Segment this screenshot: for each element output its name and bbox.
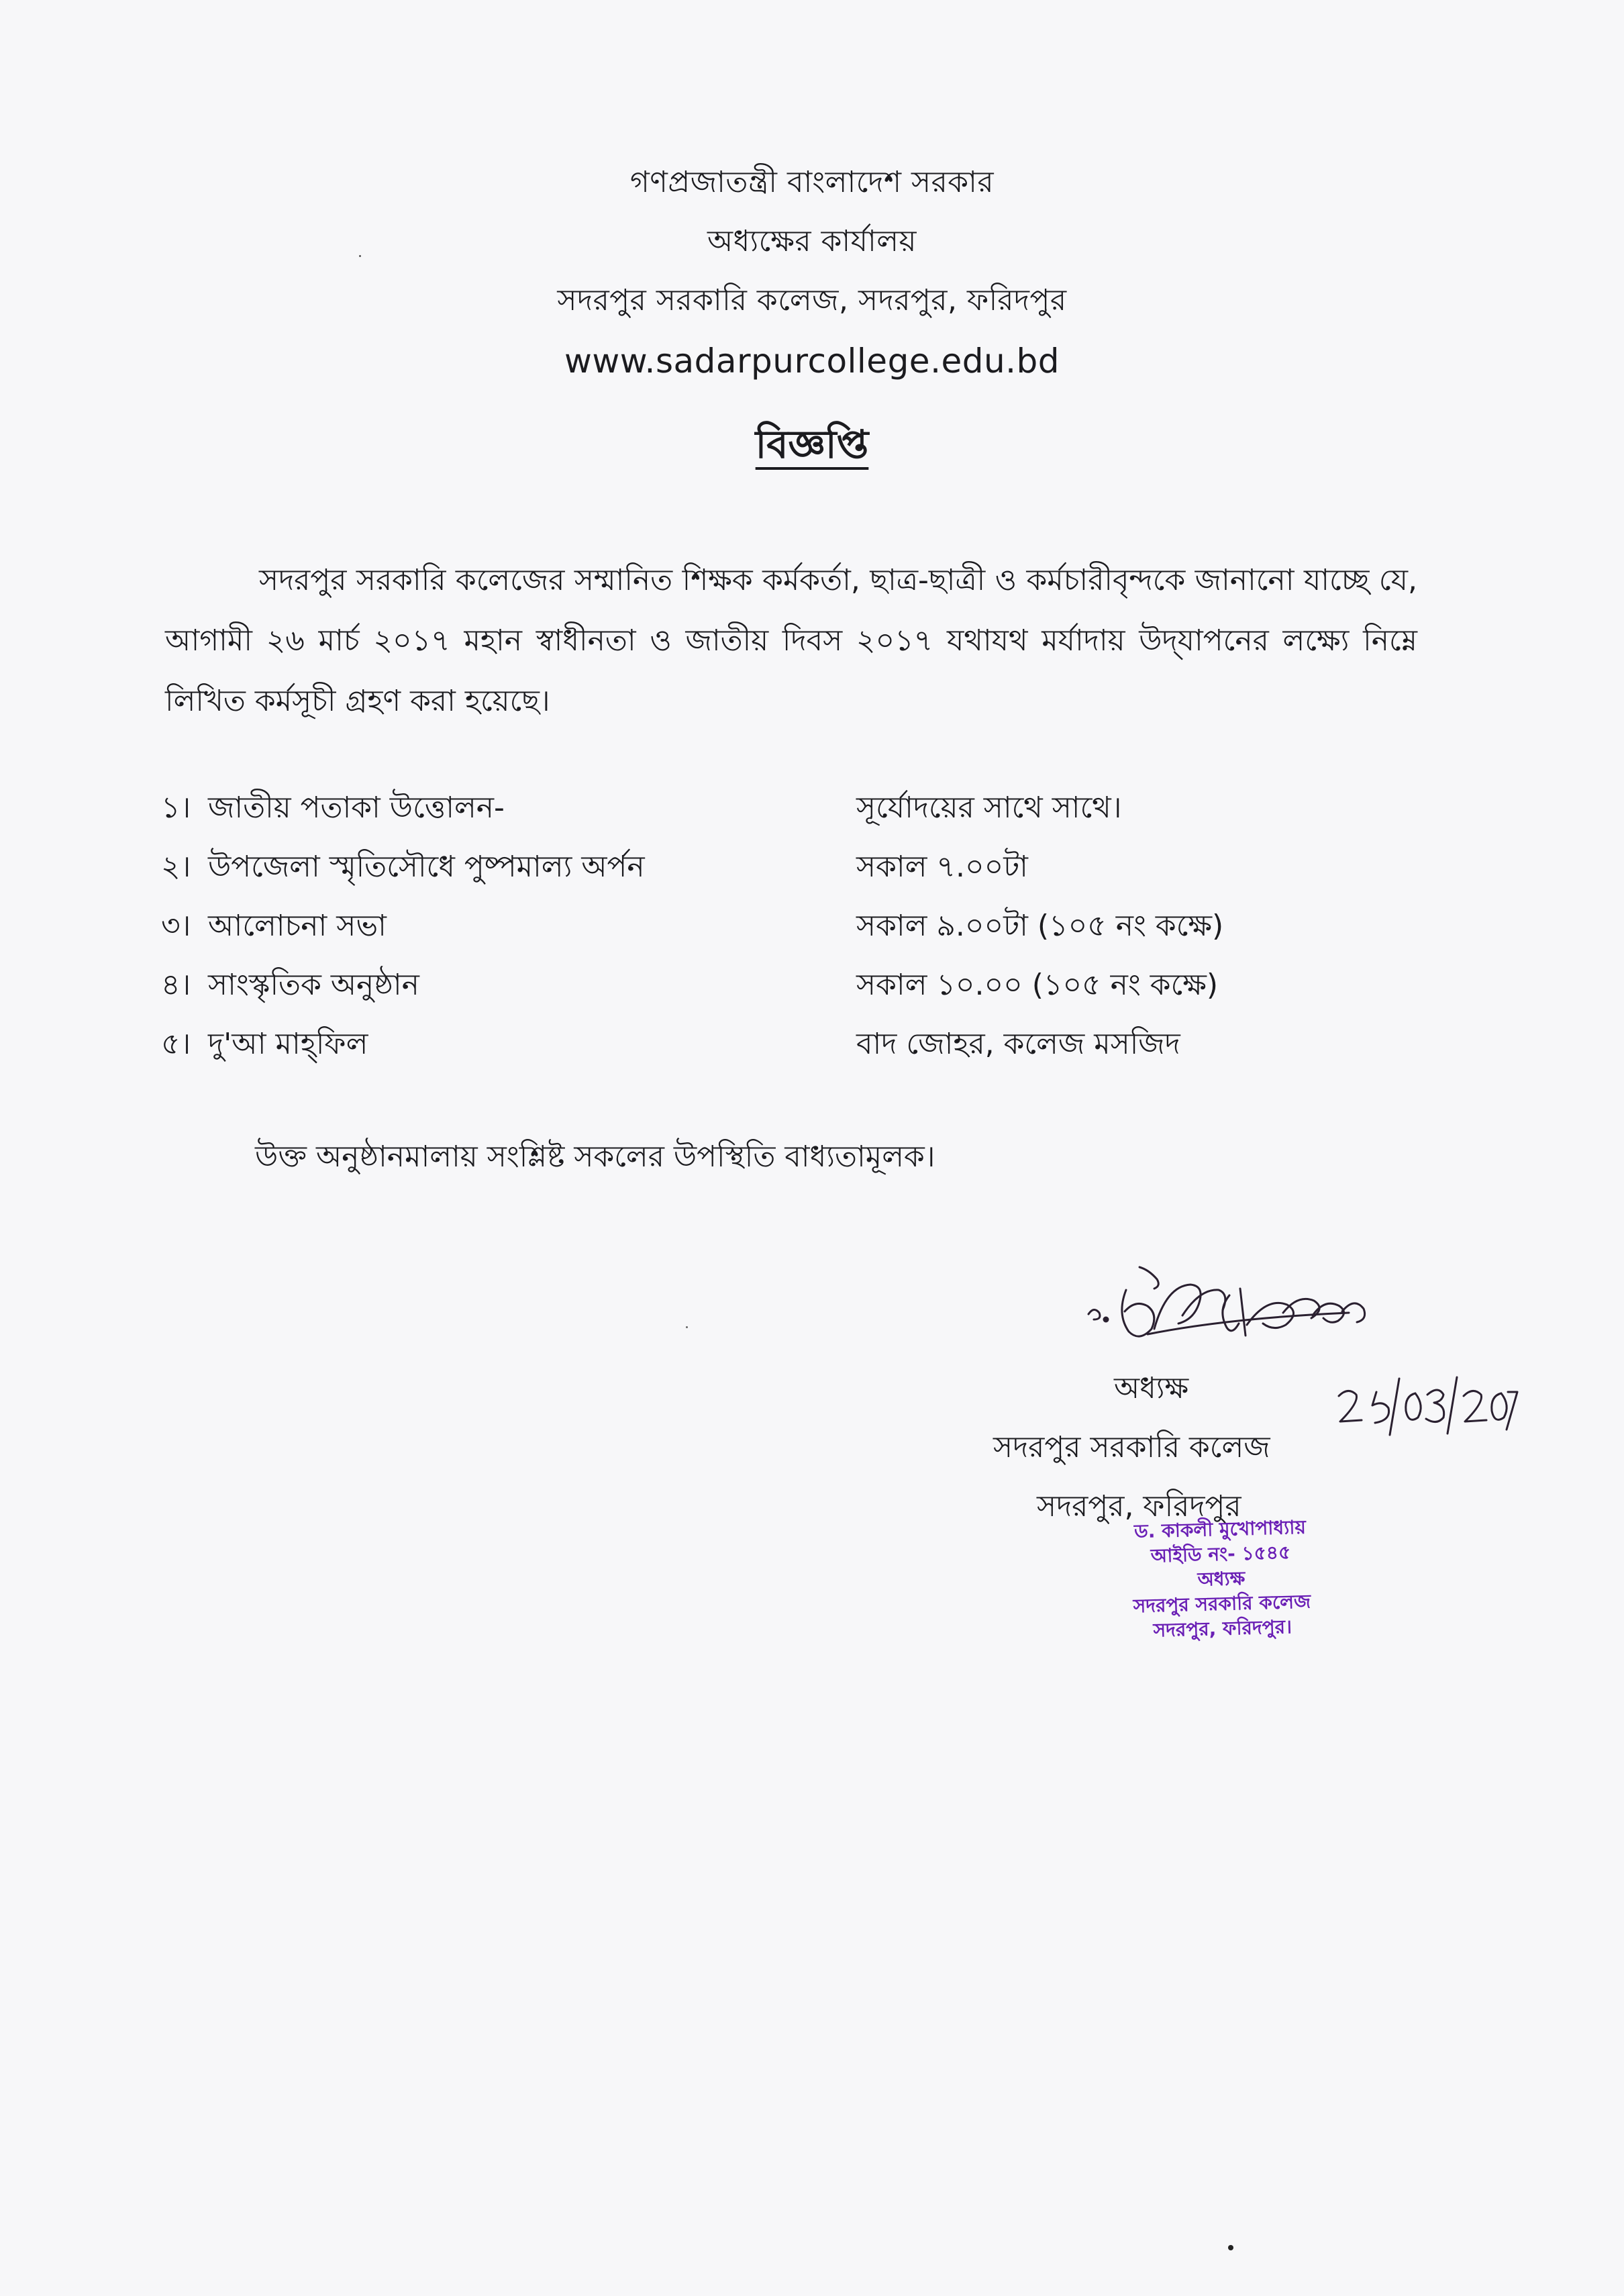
principal-signature bbox=[1074, 1255, 1396, 1369]
ink-speck bbox=[359, 255, 361, 257]
program-list bbox=[161, 779, 1436, 1074]
program-name: সাংস্কৃতিক অনুষ্ঠান bbox=[208, 968, 419, 1002]
program-row bbox=[161, 838, 1436, 897]
stamp-name: ড. কাকলী মুখোপাধ্যায় bbox=[1133, 1515, 1307, 1543]
notice-title-wrap bbox=[0, 415, 1624, 480]
college-address: সদরপুর সরকারি কলেজ, সদরপুর, ফরিদপুর bbox=[557, 283, 1067, 317]
program-number: ২। bbox=[161, 850, 191, 884]
attendance-note: উক্ত অনুষ্ঠানমালায় সংশ্লিষ্ট সকলের উপস্থিতি বাধ্যতামূলক। bbox=[255, 1140, 935, 1174]
stamp-college: সদরপুর সরকারি কলেজ bbox=[1133, 1590, 1311, 1617]
stamp-location: সদরপুর, ফরিদপুর। bbox=[1153, 1615, 1292, 1642]
letterhead bbox=[0, 153, 1624, 392]
office-name: অধ্যক্ষের কার্যালয় bbox=[707, 224, 917, 258]
ink-speck bbox=[686, 1326, 688, 1328]
handwritten-date bbox=[1332, 1369, 1520, 1443]
stamp-id: আইডি নং- ১৫৪৫ bbox=[1150, 1541, 1291, 1567]
program-name: উপজেলা স্মৃতিসৌধে পুষ্পমাল্য অর্পন bbox=[208, 850, 645, 884]
program-time: সকাল ৭.০০টা bbox=[856, 850, 1028, 884]
notice-body: সদরপুর সরকারি কলেজের সম্মানিত শিক্ষক কর্মকর্তা, ছাত্র-ছাত্রী ও কর্মচারীবৃন্দকে জানানো যাচ্ছে যে, আগামী ২৬ মার্চ ২০১৭ মহান স্বাধীনতা ও জাতীয় দিবস ২০১৭ যথাযথ মর্যাদায় উদ্‌যাপনের লক্ষ্যে নিম্নে লিখিত কর্মসূচী গ্রহণ করা হয়েছে। bbox=[165, 563, 1417, 718]
program-name: দু'আ মাহ্‌ফিল bbox=[208, 1027, 368, 1061]
signatory-location: সদরপুর, ফরিদপুর bbox=[1037, 1489, 1241, 1524]
notice-title: বিজ্ঞপ্তি bbox=[755, 421, 869, 467]
stamp-designation: অধ্যক্ষ bbox=[1197, 1567, 1246, 1591]
signatory-college: সদরপুর সরকারি কলেজ bbox=[993, 1430, 1270, 1464]
program-row bbox=[161, 956, 1436, 1015]
program-number: ৩। bbox=[161, 909, 191, 943]
ink-speck bbox=[1228, 2245, 1233, 2250]
program-row bbox=[161, 897, 1436, 956]
program-number: ১। bbox=[161, 791, 191, 825]
program-name: জাতীয় পতাকা উত্তোলন- bbox=[208, 791, 505, 825]
program-time: সকাল ১০.০০ (১০৫ নং কক্ষে) bbox=[856, 968, 1219, 1002]
program-number: ৫। bbox=[161, 1027, 191, 1061]
program-row bbox=[161, 779, 1436, 838]
program-time: সকাল ৯.০০টা (১০৫ নং কক্ষে) bbox=[856, 909, 1224, 943]
program-row bbox=[161, 1015, 1436, 1074]
government-name: গণপ্রজাতন্ত্রী বাংলাদেশ সরকার bbox=[629, 165, 995, 199]
program-number: ৪। bbox=[161, 968, 191, 1002]
principal-stamp bbox=[1072, 1513, 1371, 1648]
program-time: সূর্যোদয়ের সাথে সাথে। bbox=[856, 791, 1122, 825]
college-website: www.sadarpurcollege.edu.bd bbox=[564, 342, 1060, 381]
signatory-designation: অধ্যক্ষ bbox=[1114, 1371, 1189, 1405]
program-name: আলোচনা সভা bbox=[208, 909, 387, 943]
program-time: বাদ জোহর, কলেজ মসজিদ bbox=[856, 1027, 1180, 1061]
